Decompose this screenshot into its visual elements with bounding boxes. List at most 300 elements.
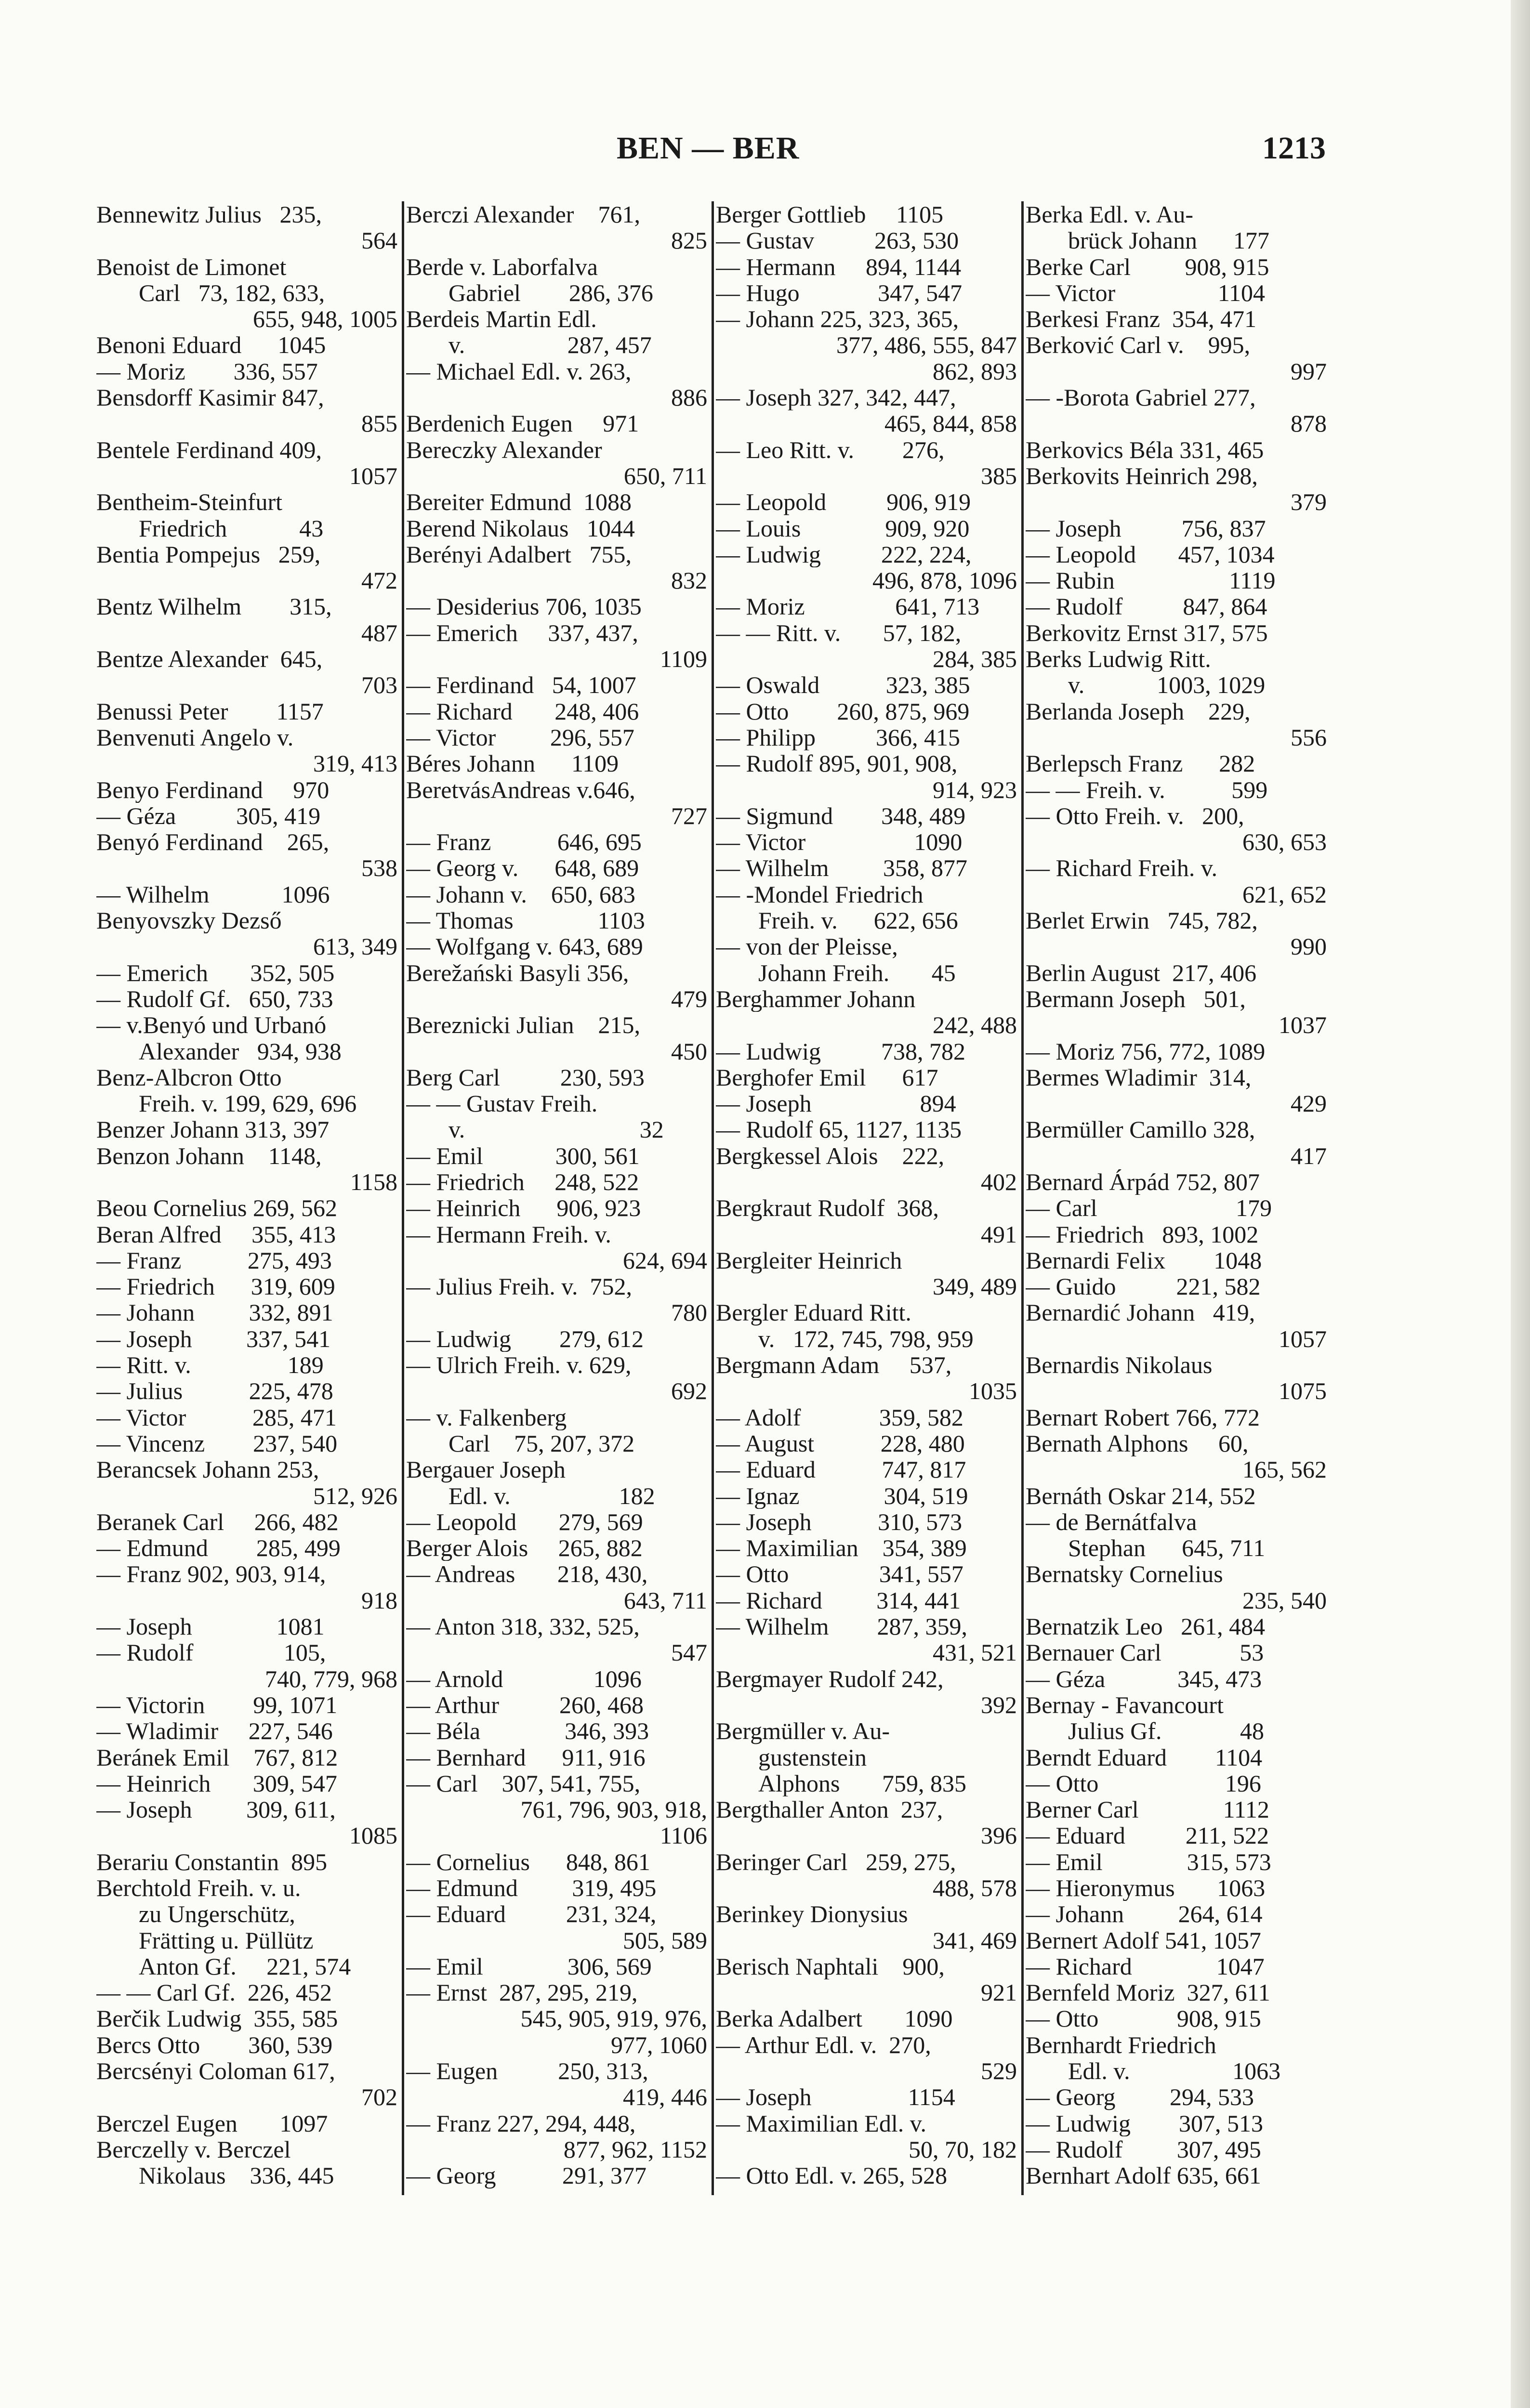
entry-line: Bernard Árpád 752, 807 — [1026, 1168, 1260, 1195]
entry-line: — Thomas 1103 — [406, 907, 645, 934]
entry-line: 825 — [671, 227, 707, 254]
entry-line: Bermann Joseph 501, — [1026, 985, 1246, 1012]
entry-line: — Johann 264, 614 — [1026, 1901, 1263, 1927]
entry-line: Berežański Basyli 356, — [406, 959, 629, 986]
entry-line: Berlepsch Franz 282 — [1026, 750, 1255, 777]
entry-line: Benyo Ferdinand 970 — [96, 776, 330, 803]
entry-line: Berlin August 217, 406 — [1026, 959, 1257, 986]
entry-line: Bernart Robert 766, 772 — [1026, 1404, 1260, 1430]
entry-line: 450 — [671, 1038, 707, 1064]
entry-line: — Rudolf 65, 1127, 1135 — [716, 1116, 962, 1143]
entry-line: Beran Alfred 355, 413 — [96, 1221, 336, 1247]
entry-line: — Otto 260, 875, 969 — [716, 698, 970, 724]
entry-line: Bernhart Adolf 635, 661 — [1026, 2162, 1261, 2189]
entry-line: — Michael Edl. v. 263, — [406, 358, 632, 385]
entry-line: Bernatsky Cornelius — [1026, 1561, 1223, 1587]
entry-line: 377, 486, 555, 847 — [836, 332, 1017, 358]
entry-line: — Wilhelm 1096 — [96, 881, 330, 908]
entry-line: — Joseph 756, 837 — [1026, 515, 1266, 541]
entry-line: Friedrich 43 — [139, 515, 324, 541]
column-1 — [96, 201, 397, 2214]
entry-line: — Arnold 1096 — [406, 1665, 642, 1692]
entry-line: 1037 — [1279, 1012, 1327, 1038]
entry-line: — Béla 346, 393 — [406, 1718, 649, 1744]
entry-line: Benyó Ferdinand 265, — [96, 829, 330, 855]
entry-line: 488, 578 — [933, 1875, 1017, 1901]
entry-line: — Wolfgang v. 643, 689 — [406, 933, 643, 960]
entry-line: Beringer Carl 259, 275, — [716, 1848, 956, 1875]
entry-line: — Eduard 211, 522 — [1026, 1822, 1269, 1849]
entry-line: Bernath Alphons 60, — [1026, 1430, 1249, 1457]
entry-line: — Maximilian Edl. v. — [716, 2110, 926, 2136]
entry-line: — Georg 291, 377 — [406, 2162, 647, 2189]
entry-line: 643, 711 — [623, 1587, 707, 1614]
entry-line: 780 — [671, 1299, 707, 1326]
entry-line: v. 172, 745, 798, 959 — [758, 1325, 974, 1352]
entry-line: 512, 926 — [313, 1482, 397, 1509]
entry-line: Bergmann Adam 537, — [716, 1352, 952, 1378]
entry-line: 505, 589 — [623, 1927, 707, 1953]
entry-line: 1075 — [1279, 1378, 1327, 1404]
entry-line: — Otto 196 — [1026, 1770, 1261, 1797]
entry-line: BeretvásAndreas v.646, — [406, 776, 635, 803]
entry-line: 886 — [671, 384, 707, 411]
entry-line: — Joseph 894 — [716, 1090, 956, 1117]
entry-line: 862, 893 — [933, 358, 1017, 385]
entry-line: v. 32 — [448, 1116, 664, 1143]
entry-line: Bergmüller v. Au- — [716, 1718, 890, 1744]
entry-line: Berlanda Joseph 229, — [1026, 698, 1251, 724]
entry-line: Bernardis Nikolaus — [1026, 1352, 1213, 1378]
entry-line: — Franz 275, 493 — [96, 1247, 332, 1274]
entry-line: Berkovics Béla 331, 465 — [1026, 436, 1264, 463]
entry-line: 914, 923 — [933, 776, 1017, 803]
entry-line: — Emerich 352, 505 — [96, 959, 335, 986]
entry-line: Benz-Albcron Otto — [96, 1064, 282, 1091]
entry-line: 878 — [1291, 410, 1327, 437]
entry-line: Berkesi Franz 354, 471 — [1026, 306, 1257, 332]
entry-line: — Cornelius 848, 861 — [406, 1848, 650, 1875]
entry-line: — Desiderius 706, 1035 — [406, 593, 642, 620]
entry-line: — — Carl Gf. 226, 452 — [96, 1979, 332, 2006]
entry-line: Berkovits Heinrich 298, — [1026, 462, 1258, 489]
entry-line: 402 — [981, 1168, 1017, 1195]
entry-line: — Victor 1090 — [716, 829, 963, 855]
entry-line: Bentze Alexander 645, — [96, 646, 323, 672]
entry-line: — Franz 646, 695 — [406, 829, 642, 855]
entry-line: Berczel Eugen 1097 — [96, 2110, 328, 2136]
entry-line: Berchtold Freih. v. u. — [96, 1875, 301, 1901]
entry-line: — Leopold 906, 919 — [716, 489, 971, 515]
entry-line: Beou Cornelius 269, 562 — [96, 1195, 337, 1221]
entry-line: — Joseph 1154 — [716, 2084, 955, 2110]
entry-line: — Wilhelm 287, 359, — [716, 1613, 968, 1640]
entry-line: 613, 349 — [313, 933, 397, 960]
column-2 — [406, 201, 707, 2214]
entry-line: Bentele Ferdinand 409, — [96, 436, 322, 463]
entry-line: — Georg 294, 533 — [1026, 2084, 1254, 2110]
entry-line: Berković Carl v. 995, — [1026, 332, 1251, 358]
entry-line: — Leopold 457, 1034 — [1026, 541, 1275, 568]
entry-line: 487 — [361, 619, 397, 646]
entry-line: — Wladimir 227, 546 — [96, 1718, 333, 1744]
entry-line: 1035 — [969, 1378, 1017, 1404]
entry-line: — Carl 179 — [1026, 1195, 1272, 1221]
entry-line: 624, 694 — [623, 1247, 707, 1274]
entry-line: — Eduard 231, 324, — [406, 1901, 657, 1927]
entry-line: — Emerich 337, 437, — [406, 619, 638, 646]
entry-line: Bergleiter Heinrich — [716, 1247, 902, 1274]
column-rule-3 — [1021, 201, 1024, 2195]
entry-line: — -Borota Gabriel 277, — [1026, 384, 1256, 411]
entry-line: Bentz Wilhelm 315, — [96, 593, 332, 620]
entry-line: — Ludwig 279, 612 — [406, 1325, 644, 1352]
entry-line: — Emil 306, 569 — [406, 1953, 652, 1980]
entry-line: v. 1003, 1029 — [1068, 672, 1266, 698]
entry-line: — Géza 345, 473 — [1026, 1665, 1262, 1692]
entry-line: — — Gustav Freih. — [406, 1090, 598, 1117]
entry-line: — Heinrich 309, 547 — [96, 1770, 337, 1797]
entry-line: — -Mondel Friedrich — [716, 881, 923, 908]
entry-line: 465, 844, 858 — [884, 410, 1017, 437]
entry-line: — Victor 1104 — [1026, 279, 1265, 306]
entry-line: 496, 878, 1096 — [872, 567, 1017, 594]
entry-line: 392 — [981, 1691, 1017, 1718]
entry-line: Bereiter Edmund 1088 — [406, 489, 632, 515]
entry-line: Bernardić Johann 419, — [1026, 1299, 1255, 1326]
entry-line: 702 — [361, 2084, 397, 2110]
entry-line: 855 — [361, 410, 397, 437]
entry-line: 621, 652 — [1242, 881, 1327, 908]
entry-line: Berghofer Emil 617 — [716, 1064, 938, 1091]
entry-line: — Joseph 310, 573 — [716, 1508, 963, 1535]
entry-line: Benzon Johann 1148, — [96, 1142, 322, 1169]
entry-line: 1109 — [659, 646, 707, 672]
entry-line: — Victorin 99, 1071 — [96, 1691, 338, 1718]
entry-line: — Victor 285, 471 — [96, 1404, 337, 1430]
entry-line: 417 — [1291, 1142, 1327, 1169]
entry-line: Johann Freih. 45 — [758, 959, 956, 986]
entry-line: Bensdorff Kasimir 847, — [96, 384, 324, 411]
entry-line: Bernfeld Moriz 327, 611 — [1026, 1979, 1270, 2006]
entry-line: — Andreas 218, 430, — [406, 1561, 648, 1587]
entry-line: Bercs Otto 360, 539 — [96, 2031, 333, 2058]
entry-line: Berka Adalbert 1090 — [716, 2005, 953, 2032]
entry-line: 650, 711 — [623, 462, 707, 489]
entry-line: Berinkey Dionysius — [716, 1901, 908, 1927]
entry-line: 1057 — [349, 462, 397, 489]
entry-line: — Moriz 756, 772, 1089 — [1026, 1038, 1266, 1064]
entry-line: Berényi Adalbert 755, — [406, 541, 632, 568]
entry-line: 431, 521 — [933, 1639, 1017, 1666]
page-number: 1213 — [1262, 131, 1326, 166]
entry-line: Bereczky Alexander — [406, 436, 602, 463]
entry-line: — Leo Ritt. v. 276, — [716, 436, 945, 463]
column-rule-2 — [712, 201, 714, 2195]
entry-line: Beránek Emil 767, 812 — [96, 1744, 338, 1770]
entry-line: — Philipp 366, 415 — [716, 724, 960, 751]
entry-line: — Ritt. v. 189 — [96, 1352, 324, 1378]
entry-line: — Arthur Edl. v. 270, — [716, 2031, 931, 2058]
entry-line: Bercsényi Coloman 617, — [96, 2058, 335, 2084]
entry-line: — v. Falkenberg — [406, 1404, 567, 1430]
entry-line: — Eugen 250, 313, — [406, 2058, 648, 2084]
entry-line: — Wilhelm 358, 877 — [716, 855, 968, 881]
entry-line: — Hieronymus 1063 — [1026, 1875, 1266, 1901]
entry-line: Berczi Alexander 761, — [406, 201, 640, 228]
entry-line: Edl. v. 1063 — [1068, 2058, 1281, 2084]
entry-line: 529 — [981, 2058, 1017, 2084]
entry-line: Carl 75, 207, 372 — [448, 1430, 635, 1457]
entry-line: — Sigmund 348, 489 — [716, 802, 966, 829]
entry-line: 429 — [1291, 1090, 1327, 1117]
entry-line: — Otto Edl. v. 265, 528 — [716, 2162, 948, 2189]
entry-line: — Joseph 327, 342, 447, — [716, 384, 956, 411]
entry-line: 990 — [1291, 933, 1327, 960]
entry-line: — Ludwig 222, 224, — [716, 541, 972, 568]
entry-line: — Joseph 1081 — [96, 1613, 325, 1640]
entry-line: — Hugo 347, 547 — [716, 279, 963, 306]
entry-line: 545, 905, 919, 976, — [520, 2005, 707, 2032]
entry-line: — Friedrich 893, 1002 — [1026, 1221, 1259, 1247]
entry-line: — Ernst 287, 295, 219, — [406, 1979, 638, 2006]
scan-edge — [1511, 0, 1530, 2408]
entry-line: 235, 540 — [1242, 1587, 1327, 1614]
entry-line: Freih. v. 622, 656 — [758, 907, 958, 934]
entry-line: — de Bernátfalva — [1026, 1508, 1197, 1535]
entry-line: Carl 73, 182, 633, — [139, 279, 325, 306]
entry-line: — Richard 1047 — [1026, 1953, 1265, 1980]
entry-line: — — Freih. v. 599 — [1026, 776, 1268, 803]
entry-line: — Georg v. 648, 689 — [406, 855, 639, 881]
entry-line: gustenstein — [758, 1744, 867, 1770]
entry-line: — Louis 909, 920 — [716, 515, 970, 541]
entry-line: — Edmund 319, 495 — [406, 1875, 657, 1901]
entry-line: — Hermann 894, 1144 — [716, 253, 962, 280]
entry-line: 472 — [361, 567, 397, 594]
entry-line: — Leopold 279, 569 — [406, 1508, 643, 1535]
entry-line: — Maximilian 354, 389 — [716, 1535, 967, 1561]
entry-line: — Anton 318, 332, 525, — [406, 1613, 640, 1640]
entry-line: Berczelly v. Berczel — [96, 2136, 291, 2163]
entry-line: Bergkraut Rudolf 368, — [716, 1195, 939, 1221]
entry-line: — Otto 908, 915 — [1026, 2005, 1261, 2032]
entry-line: — von der Pleisse, — [716, 933, 898, 960]
entry-line: Berariu Constantin 895 — [96, 1848, 328, 1875]
entry-line: Bergler Eduard Ritt. — [716, 1299, 911, 1326]
entry-line: Berke Carl 908, 915 — [1026, 253, 1269, 280]
entry-line: 284, 385 — [933, 646, 1017, 672]
entry-line: 564 — [361, 227, 397, 254]
entry-line: 918 — [361, 1587, 397, 1614]
entry-line: 50, 70, 182 — [909, 2136, 1017, 2163]
entry-line: — Rudolf 105, — [96, 1639, 326, 1666]
entry-line: Bermes Wladimir 314, — [1026, 1064, 1252, 1091]
entry-line: 1085 — [349, 1822, 397, 1849]
entry-line: Berancsek Johann 253, — [96, 1456, 319, 1483]
column-3 — [716, 201, 1017, 2214]
entry-line: — Franz 902, 903, 914, — [96, 1561, 326, 1587]
entry-line: Berisch Naphtali 900, — [716, 1953, 945, 1980]
entry-line: Berčik Ludwig 355, 585 — [96, 2005, 338, 2032]
entry-line: 832 — [671, 567, 707, 594]
entry-line: Beranek Carl 266, 482 — [96, 1508, 339, 1535]
entry-line: 977, 1060 — [611, 2031, 707, 2058]
entry-line: 761, 796, 903, 918, — [520, 1796, 707, 1823]
entry-line: v. 287, 457 — [448, 332, 652, 358]
entry-line: 165, 562 — [1242, 1456, 1327, 1483]
entry-line: Berger Alois 265, 882 — [406, 1535, 643, 1561]
entry-line: — Richard Freih. v. — [1026, 855, 1218, 881]
entry-line: Berend Nikolaus 1044 — [406, 515, 635, 541]
running-head-title: BEN — BER — [617, 131, 800, 166]
entry-line: — Edmund 285, 499 — [96, 1535, 341, 1561]
entry-line: — — Ritt. v. 57, 182, — [716, 619, 962, 646]
entry-line: — Friedrich 248, 522 — [406, 1168, 639, 1195]
entry-line: — v.Benyó und Urbanó — [96, 1012, 327, 1038]
entry-line: Nikolaus 336, 445 — [139, 2162, 334, 2189]
entry-line: Benoist de Limonet — [96, 253, 287, 280]
entry-line: Bereznicki Julian 215, — [406, 1012, 640, 1038]
entry-line: — Julius 225, 478 — [96, 1378, 333, 1404]
entry-line: 630, 653 — [1242, 829, 1327, 855]
entry-line: Berkovitz Ernst 317, 575 — [1026, 619, 1268, 646]
entry-line: — Carl 307, 541, 755, — [406, 1770, 641, 1797]
entry-line: Bentheim-Steinfurt — [96, 489, 283, 515]
entry-line: Bernatzik Leo 261, 484 — [1026, 1613, 1266, 1640]
entry-line: Berndt Eduard 1104 — [1026, 1744, 1263, 1770]
entry-line: — Friedrich 319, 609 — [96, 1273, 335, 1300]
entry-line: — Ferdinand 54, 1007 — [406, 672, 636, 698]
entry-line: Alphons 759, 835 — [758, 1770, 966, 1797]
entry-line: Benoni Eduard 1045 — [96, 332, 326, 358]
entry-line: — Johann 332, 891 — [96, 1299, 333, 1326]
entry-line: — Ulrich Freih. v. 629, — [406, 1352, 632, 1378]
entry-line: Julius Gf. 48 — [1068, 1718, 1264, 1744]
entry-line: 491 — [981, 1221, 1017, 1247]
entry-line: — Rudolf Gf. 650, 733 — [96, 985, 333, 1012]
entry-line: — Hermann Freih. v. — [406, 1221, 611, 1247]
entry-line: Bennewitz Julius 235, — [96, 201, 322, 228]
entry-line: — Johann 225, 323, 365, — [716, 306, 959, 332]
entry-line: Benyovszky Dezső — [96, 907, 282, 934]
entry-line: Bernauer Carl 53 — [1026, 1639, 1264, 1666]
entry-line: — Otto Freih. v. 200, — [1026, 802, 1244, 829]
entry-line: — Johann v. 650, 683 — [406, 881, 635, 908]
entry-line: — Eduard 747, 817 — [716, 1456, 966, 1483]
entry-line: — Gustav 263, 530 — [716, 227, 959, 254]
entry-line: Stephan 645, 711 — [1068, 1535, 1266, 1561]
entry-line: — Ludwig 307, 513 — [1026, 2110, 1264, 2136]
entry-line: Berger Gottlieb 1105 — [716, 201, 944, 228]
entry-line: — Joseph 309, 611, — [96, 1796, 336, 1823]
entry-line: — Rubin 1119 — [1026, 567, 1276, 594]
entry-line: — Joseph 337, 541 — [96, 1325, 331, 1352]
entry-line: Bergkessel Alois 222, — [716, 1142, 945, 1169]
entry-line: Bergauer Joseph — [406, 1456, 566, 1483]
entry-line: Berde v. Laborfalva — [406, 253, 598, 280]
entry-line: — Géza 305, 419 — [96, 802, 321, 829]
entry-line: 1158 — [350, 1168, 397, 1195]
entry-line: 547 — [671, 1639, 707, 1666]
entry-line: Berg Carl 230, 593 — [406, 1064, 645, 1091]
entry-line: 997 — [1291, 358, 1327, 385]
entry-line: — Moriz 336, 557 — [96, 358, 318, 385]
entry-line: Berks Ludwig Ritt. — [1026, 646, 1211, 672]
entry-line: Frätting u. Püllütz — [139, 1927, 314, 1953]
entry-line: Berner Carl 1112 — [1026, 1796, 1269, 1823]
entry-line: Bernay - Favancourt — [1026, 1691, 1224, 1718]
entry-line: — August 228, 480 — [716, 1430, 965, 1457]
entry-line: Anton Gf. 221, 574 — [139, 1953, 351, 1980]
entry-line: Berdenich Eugen 971 — [406, 410, 639, 437]
entry-line: brück Johann 177 — [1068, 227, 1269, 254]
entry-line: Benvenuti Angelo v. — [96, 724, 294, 751]
entry-line: Bernert Adolf 541, 1057 — [1026, 1927, 1261, 1953]
entry-line: Berghammer Johann — [716, 985, 916, 1012]
entry-line: Bermüller Camillo 328, — [1026, 1116, 1255, 1143]
entry-line: Bernáth Oskar 214, 552 — [1026, 1482, 1256, 1509]
entry-line: 479 — [671, 985, 707, 1012]
entry-line: 242, 488 — [933, 1012, 1017, 1038]
entry-line: Berka Edl. v. Au- — [1026, 201, 1194, 228]
entry-line: — Rudolf 307, 495 — [1026, 2136, 1261, 2163]
entry-line: — Victor 296, 557 — [406, 724, 634, 751]
entry-line: Alexander 934, 938 — [139, 1038, 342, 1064]
entry-line: Bernardi Felix 1048 — [1026, 1247, 1262, 1274]
entry-line: 341, 469 — [933, 1927, 1017, 1953]
entry-line: Bentia Pompejus 259, — [96, 541, 321, 568]
entry-line: 349, 489 — [933, 1273, 1017, 1300]
entry-line: — Arthur 260, 468 — [406, 1691, 644, 1718]
entry-line: — Ludwig 738, 782 — [716, 1038, 966, 1064]
entry-line: 692 — [671, 1378, 707, 1404]
entry-line: 385 — [981, 462, 1017, 489]
entry-line: — Guido 221, 582 — [1026, 1273, 1261, 1300]
entry-line: Benzer Johann 313, 397 — [96, 1116, 330, 1143]
entry-line: Benussi Peter 1157 — [96, 698, 324, 724]
entry-line: — Richard 314, 441 — [716, 1587, 961, 1614]
entry-line: 703 — [361, 672, 397, 698]
entry-line: — Julius Freih. v. 752, — [406, 1273, 632, 1300]
entry-line: — Franz 227, 294, 448, — [406, 2110, 636, 2136]
entry-line: — Vincenz 237, 540 — [96, 1430, 338, 1457]
entry-line: Bergmayer Rudolf 242, — [716, 1665, 944, 1692]
entry-line: 1057 — [1279, 1325, 1327, 1352]
entry-line: Bergthaller Anton 237, — [716, 1796, 943, 1823]
entry-line: 655, 948, 1005 — [253, 306, 397, 332]
entry-line: 319, 413 — [313, 750, 397, 777]
entry-line: Bernhardt Friedrich — [1026, 2031, 1216, 2058]
column-rule-1 — [402, 201, 404, 2195]
entry-line: — Otto 341, 557 — [716, 1561, 963, 1587]
entry-line: 1106 — [659, 1822, 707, 1849]
entry-line: — Emil 300, 561 — [406, 1142, 640, 1169]
entry-line: — Adolf 359, 582 — [716, 1404, 963, 1430]
entry-line: 556 — [1291, 724, 1327, 751]
entry-line: — Ignaz 304, 519 — [716, 1482, 968, 1509]
entry-line: 396 — [981, 1822, 1017, 1849]
entry-line: 727 — [671, 802, 707, 829]
entry-line: — Rudolf 847, 864 — [1026, 593, 1267, 620]
entry-line: Freih. v. 199, 629, 696 — [139, 1090, 357, 1117]
entry-line: 740, 779, 968 — [265, 1665, 397, 1692]
entry-line: zu Ungerschütz, — [139, 1901, 295, 1927]
column-4 — [1026, 201, 1327, 2214]
entry-line: Berlet Erwin 745, 782, — [1026, 907, 1258, 934]
entry-line: 921 — [981, 1979, 1017, 2006]
entry-line: — Oswald 323, 385 — [716, 672, 970, 698]
